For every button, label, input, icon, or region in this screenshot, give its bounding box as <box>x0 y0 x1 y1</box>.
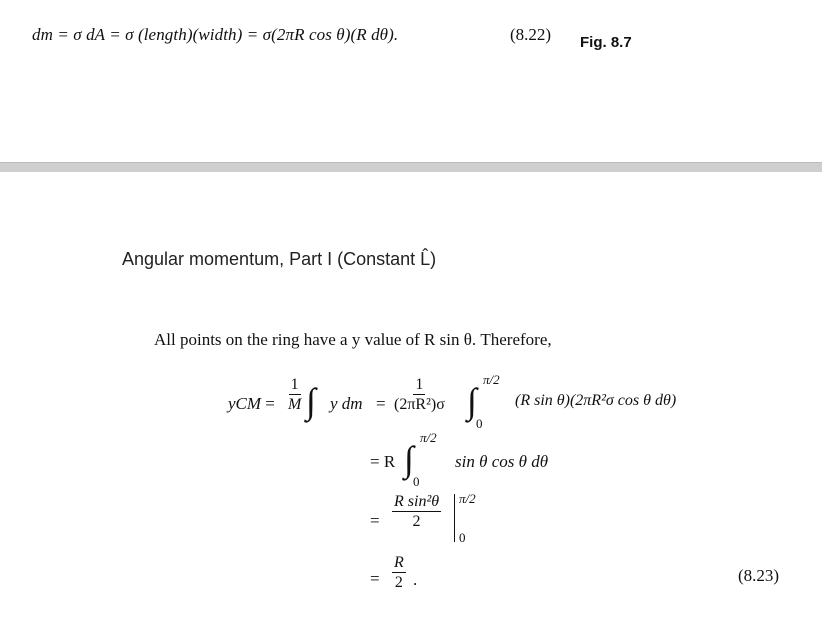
upper-limit-3: π/2 <box>459 491 476 506</box>
frac2-numerator: 1 <box>415 376 424 393</box>
eq-line4-frac <box>392 554 406 592</box>
lhs-symbol: yCM <box>228 394 262 413</box>
integrand-1: y dm <box>330 394 363 413</box>
figure-label: Fig. 8.7 <box>580 34 632 51</box>
lower-limit-1: 0 <box>476 416 483 431</box>
equals-4: = <box>370 569 380 588</box>
frac1-denominator: M <box>288 395 302 413</box>
equals-1: = <box>376 394 386 413</box>
frac2-denominator: (2πR²)σ <box>394 395 445 413</box>
section-heading: Angular momentum, Part I (Constant L̂) <box>122 249 437 269</box>
eq-line2-prefix: = R <box>370 452 396 471</box>
lower-limit-2: 0 <box>413 474 420 489</box>
equation-number-8-23: (8.23) <box>738 566 780 585</box>
integral-sign-3: ∫ <box>404 439 414 479</box>
page-divider <box>0 162 822 172</box>
frac3-denominator: 2 <box>412 512 421 530</box>
eq-line1-frac1 <box>286 376 303 414</box>
period: . <box>413 570 418 589</box>
integral-sign-1: ∫ <box>306 381 316 421</box>
upper-limit-2: π/2 <box>420 430 437 445</box>
upper-limit-1: π/2 <box>483 372 500 387</box>
frac4-denominator: 2 <box>394 573 403 591</box>
lower-limit-3: 0 <box>459 530 466 545</box>
frac4-numerator: R <box>394 554 404 571</box>
integral-sign-2: ∫ <box>467 381 477 421</box>
integrand-2: (R sin θ)(2πR²σ cos θ dθ) <box>515 392 677 409</box>
integrand-3: sin θ cos θ dθ <box>455 452 549 471</box>
eq-line3-frac <box>392 493 441 531</box>
equals-3: = <box>370 511 380 530</box>
paragraph: All points on the ring have a y value of R sin θ. Therefore, <box>154 330 552 349</box>
frac1-numerator: 1 <box>290 376 299 393</box>
evaluation-bar <box>454 494 455 542</box>
equation-number-8-22: (8.22) <box>510 25 552 44</box>
frac3-numerator: R sin²θ <box>394 493 440 510</box>
eq-line1-frac2 <box>392 376 447 414</box>
equation-8-22: dm = σ dA = σ (length)(width) = σ(2πR cos θ)(R dθ). <box>32 25 399 44</box>
equation-8-23-lhs: yCM = <box>228 394 275 413</box>
